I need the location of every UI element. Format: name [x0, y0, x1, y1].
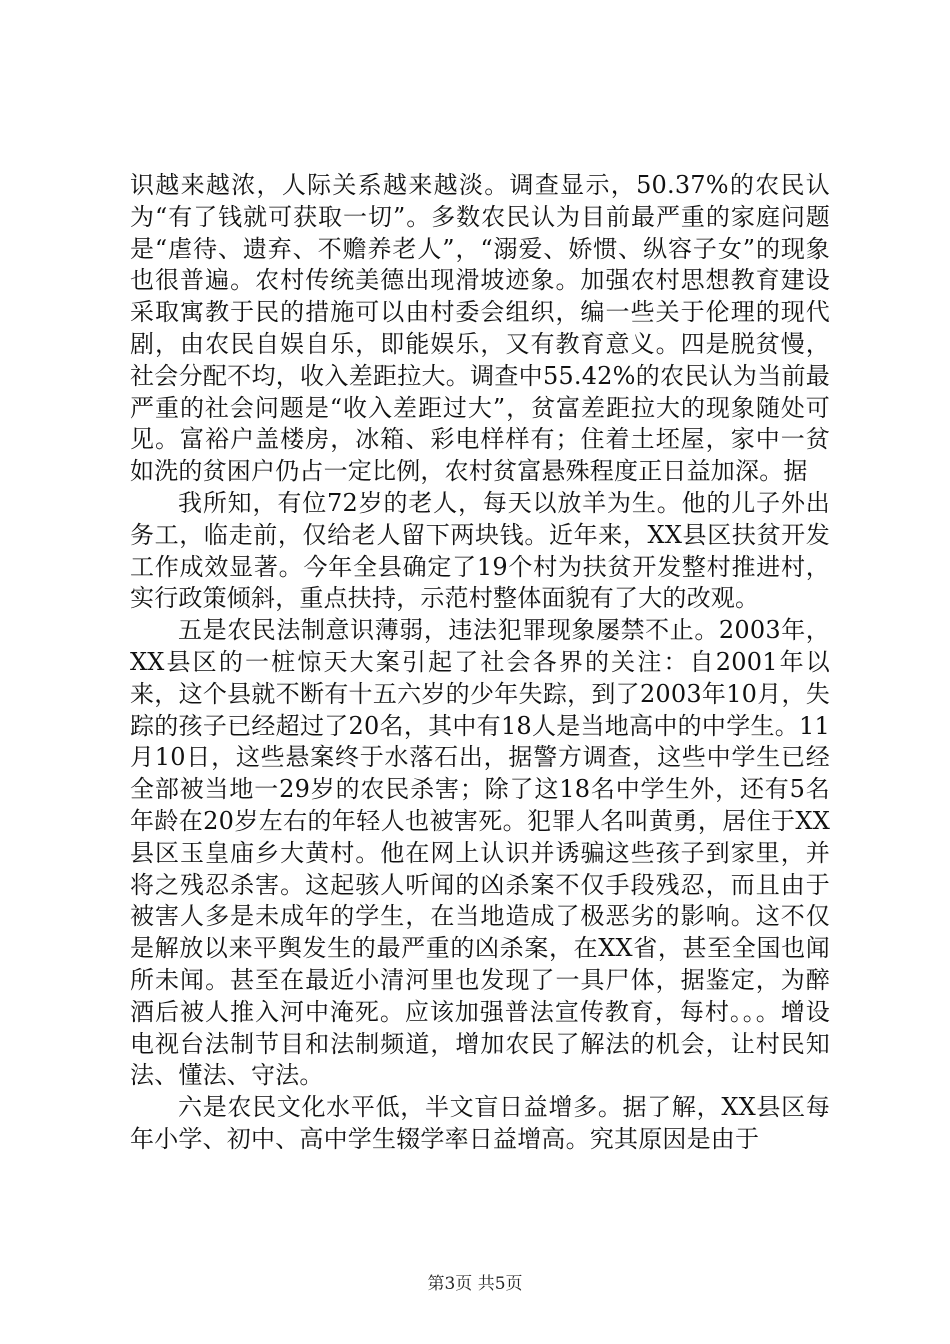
document-body: [130, 170, 830, 1156]
paragraph: 识越来越浓，人际关系越来越淡。调查显示，50.37%的农民认为“有了钱就可获取一切”。多数农民认为目前最严重的家庭问题是“虐待、遗弃、不赡养老人”，“溺爱、娇惯、纵容子女”的现象也很普遍。农村传统美德出现滑坡迹象。加强农村思想教育建设采取寓教于民的措施可以由村委会组织，编一些关于伦理的现代剧，由农民自娱自乐，即能娱乐，又有教育意义。四是脱贫慢，社会分配不均，收入差距拉大。调查中55.42%的农民认为当前最严重的社会问题是“收入差距过大”，贫富差距拉大的现象随处可见。富裕户盖楼房，冰箱、彩电样样有；住着土坯屋，家中一贫如洗的贫困户仍占一定比例，农村贫富悬殊程度正日益加深。据: [130, 171, 830, 486]
page-footer: 第3页 共5页: [427, 1274, 523, 1294]
paragraph: 六是农民文化水平低，半文盲日益增多。据了解，XX县区每年小学、初中、高中学生辍学率日益增高。究其原因是由于: [130, 1093, 830, 1153]
paragraph: 五是农民法制意识薄弱，违法犯罪现象屡禁不止。2003年，XX县区的一桩惊天大案引起了社会各界的关注：自2001年以来，这个县就不断有十五六岁的少年失踪，到了2003年10月，失踪的孩子已经超过了20名，其中有18人是当地高中的中学生。11月10日，这些悬案终于水落石出，据警方调查，这些中学生已经全部被当地一29岁的农民杀害；除了这18名中学生外，还有5名年龄在20岁左右的年轻人也被害死。犯罪人名叫黄勇，居住于XX县区玉皇庙乡大黄村。他在网上认识并诱骗这些孩子到家里，并将之残忍杀害。这起骇人听闻的凶杀案不仅手段残忍，而且由于被害人多是未成年的学生，在当地造成了极恶劣的影响。这不仅是解放以来平舆发生的最严重的凶杀案，在XX省，甚至全国也闻所未闻。甚至在最近小清河里也发现了一具尸体，据鉴定，为醉酒后被人推入河中淹死。应该加强普法宣传教育，每村。。。增设电视台法制节目和法制频道，增加农民了解法的机会，让村民知法、懂法、守法。: [130, 616, 830, 1090]
paragraph: 我所知，有位72岁的老人，每天以放羊为生。他的儿子外出务工，临走前，仅给老人留下两块钱。近年来，XX县区扶贫开发工作成效显著。今年全县确定了19个村为扶贫开发整村推进村，实行政策倾斜，重点扶持，示范村整体面貌有了大的改观。: [130, 488, 830, 613]
